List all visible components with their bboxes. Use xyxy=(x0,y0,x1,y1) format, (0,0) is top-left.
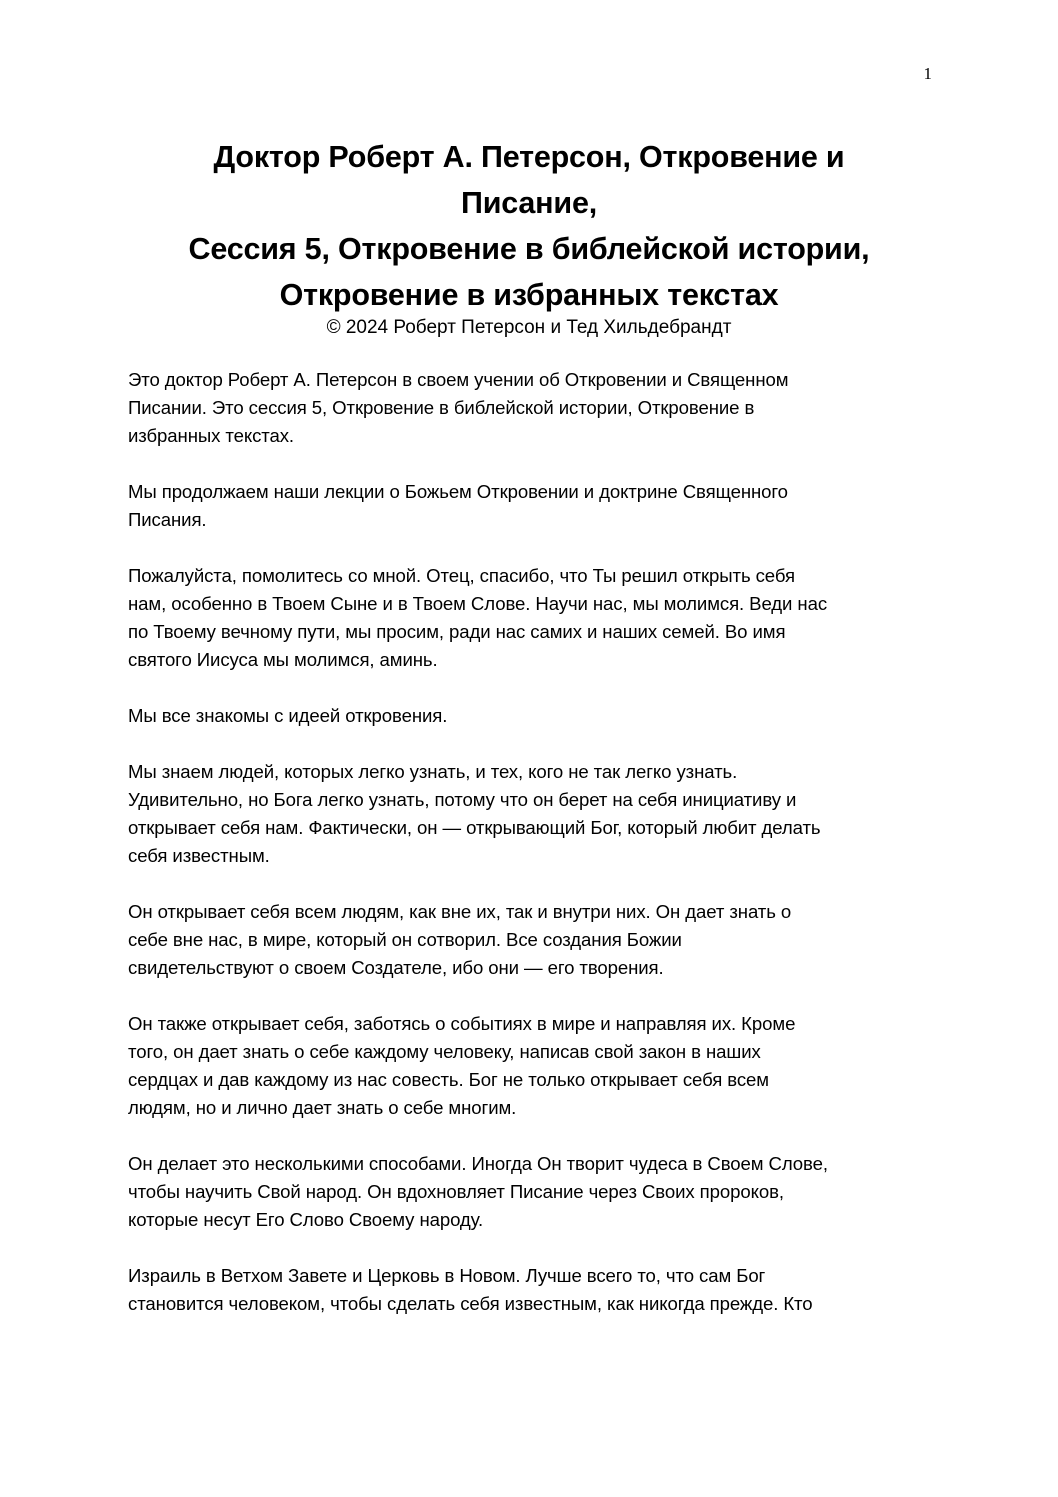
text-line: себя известным. xyxy=(128,845,270,866)
paragraph-9 xyxy=(128,1262,938,1318)
title-line-3: Сессия 5, Откровение в библейской истории, xyxy=(188,232,870,266)
page-number: 1 xyxy=(923,64,932,83)
text-line: избранных текстах. xyxy=(128,425,294,446)
document-header xyxy=(128,134,930,342)
text-line: себе вне нас, в мире, который он сотворил. Все создания Божии xyxy=(128,929,682,950)
document-body xyxy=(128,366,938,1346)
title-line-2: Писание, xyxy=(461,186,597,220)
text-line: того, он дает знать о себе каждому человеку, написав свой закон в наших xyxy=(128,1041,761,1062)
text-line: Израиль в Ветхом Завете и Церковь в Новом. Лучше всего то, что сам Бог xyxy=(128,1265,766,1286)
text-line: открывает себя нам. Фактически, он — открывающий Бог, который любит делать xyxy=(128,817,821,838)
title-line-4: Откровение в избранных текстах xyxy=(279,278,779,312)
paragraph-5 xyxy=(128,758,938,870)
text-line: Это доктор Роберт А. Петерсон в своем учении об Откровении и Священном xyxy=(128,369,789,390)
text-line: Удивительно, но Бога легко узнать, потому что он берет на себя инициативу и xyxy=(128,789,797,810)
paragraph-2 xyxy=(128,478,938,534)
text-line: Мы знаем людей, которых легко узнать, и тех, кого не так легко узнать. xyxy=(128,761,738,782)
text-line: Мы все знакомы с идеей откровения. xyxy=(128,705,448,726)
text-line: Он также открывает себя, заботясь о событиях в мире и направляя их. Кроме xyxy=(128,1013,796,1034)
text-line: Пожалуйста, помолитесь со мной. Отец, спасибо, что Ты решил открыть себя xyxy=(128,565,795,586)
text-line: становится человеком, чтобы сделать себя известным, как никогда прежде. Кто xyxy=(128,1293,813,1314)
paragraph-8 xyxy=(128,1150,938,1234)
text-line: святого Иисуса мы молимся, аминь. xyxy=(128,649,438,670)
copyright-line: © 2024 Роберт Петерсон и Тед Хильдебрандт xyxy=(326,317,732,338)
text-line: Он делает это несколькими способами. Иногда Он творит чудеса в Своем Слове, xyxy=(128,1153,828,1174)
text-line: свидетельствуют о своем Создателе, ибо они — его творения. xyxy=(128,957,664,978)
paragraph-1 xyxy=(128,366,938,450)
text-line: людям, но и лично дает знать о себе многим. xyxy=(128,1097,517,1118)
text-line: сердцах и дав каждому из нас совесть. Бог не только открывает себя всем xyxy=(128,1069,769,1090)
paragraph-7 xyxy=(128,1010,938,1122)
text-line: Писании. Это сессия 5, Откровение в библейской истории, Откровение в xyxy=(128,397,755,418)
title-line-1: Доктор Роберт А. Петерсон, Откровение и xyxy=(213,140,845,174)
paragraph-3 xyxy=(128,562,938,674)
paragraph-4 xyxy=(128,702,938,730)
text-line: нам, особенно в Твоем Сыне и в Твоем Слове. Научи нас, мы молимся. Веди нас xyxy=(128,593,828,614)
text-line: Мы продолжаем наши лекции о Божьем Откровении и доктрине Священного xyxy=(128,481,788,502)
text-line: Он открывает себя всем людям, как вне их, так и внутри них. Он дает знать о xyxy=(128,901,792,922)
text-line: которые несут Его Слово Своему народу. xyxy=(128,1209,484,1230)
paragraph-6 xyxy=(128,898,938,982)
text-line: по Твоему вечному пути, мы просим, ради нас самих и наших семей. Во имя xyxy=(128,621,786,642)
text-line: чтобы научить Свой народ. Он вдохновляет Писание через Своих пророков, xyxy=(128,1181,784,1202)
text-line: Писания. xyxy=(128,509,207,530)
